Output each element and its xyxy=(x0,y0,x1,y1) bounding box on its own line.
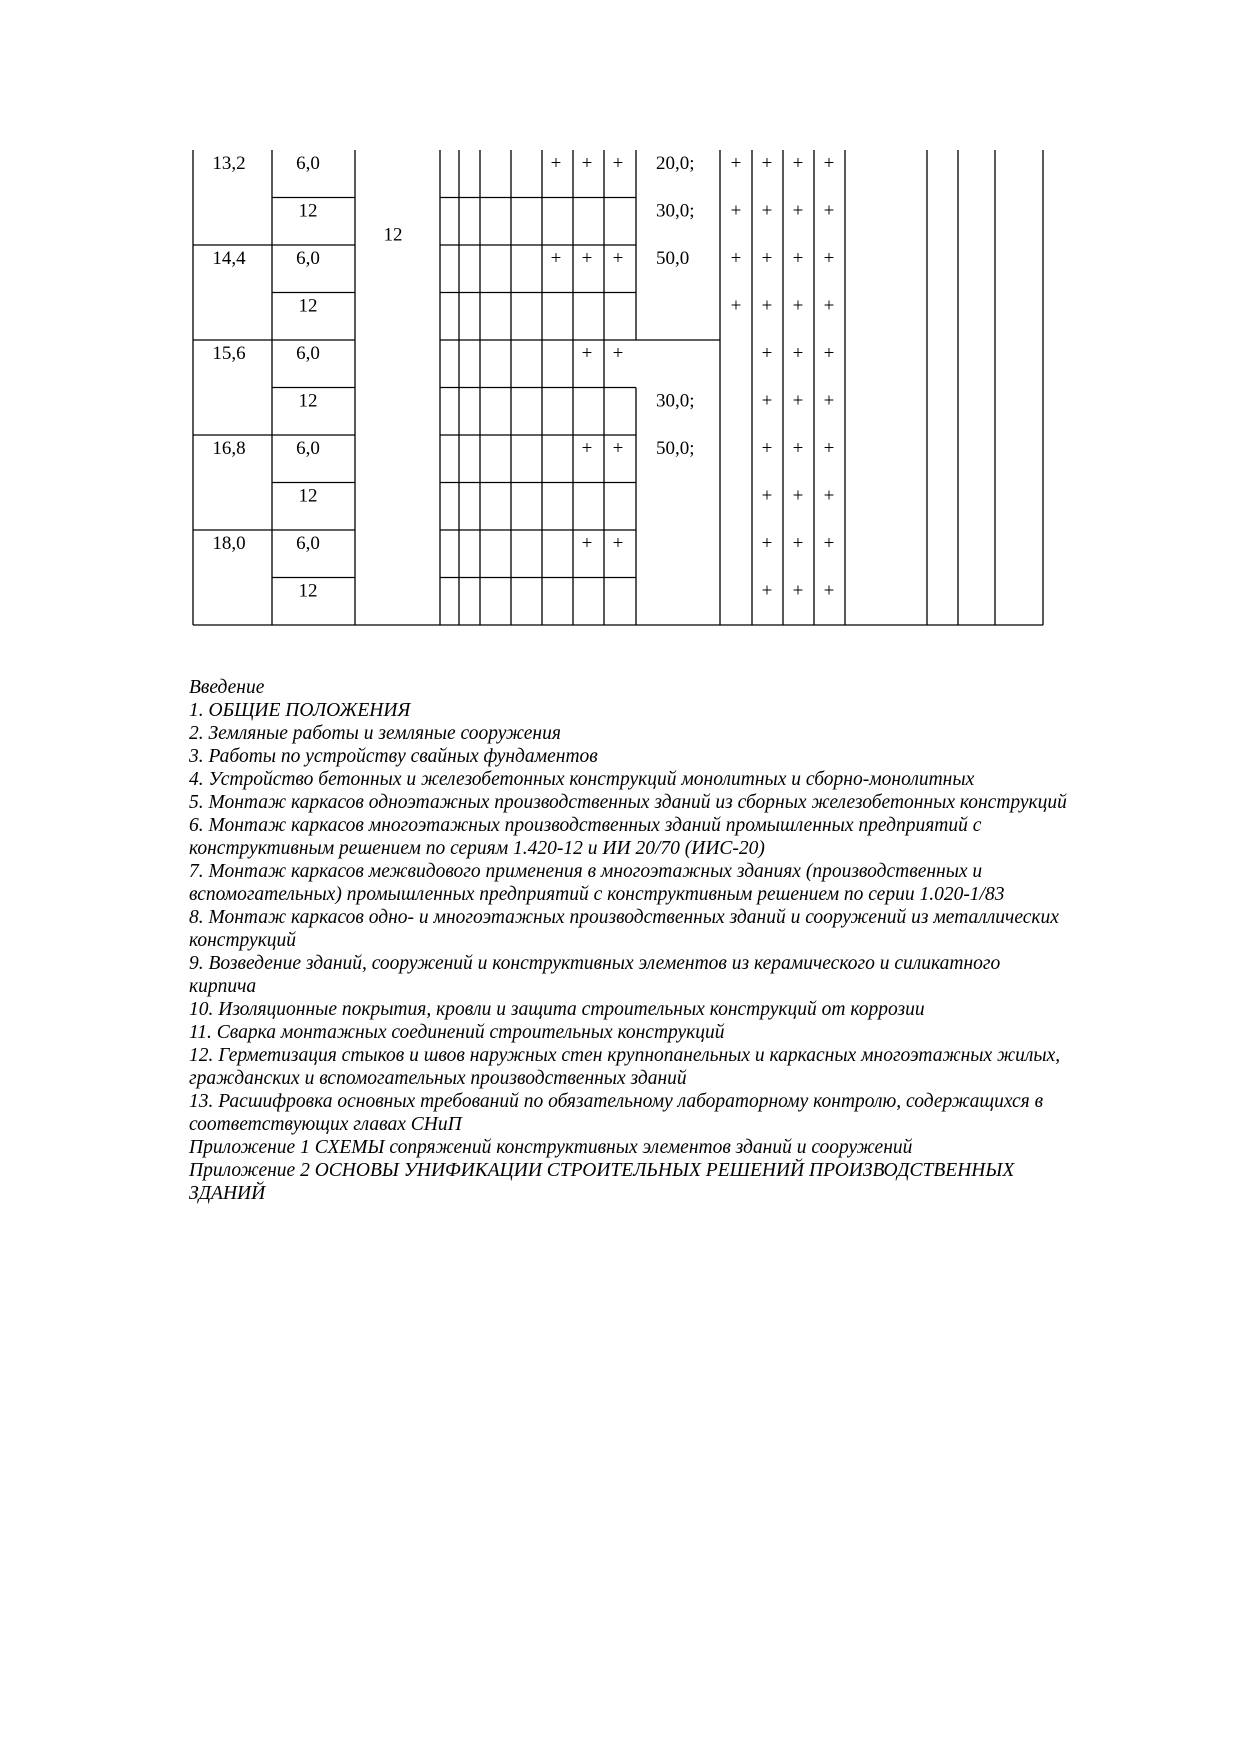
table-cell-mark: + xyxy=(792,343,804,364)
table-cell-height: 18,0 xyxy=(212,533,246,554)
table-cell-height: 15,6 xyxy=(212,343,246,364)
table-cell-mark: + xyxy=(823,248,835,269)
table-cell-mark: + xyxy=(612,438,624,459)
table-cell-mark: + xyxy=(823,533,835,554)
table-cell-mark: + xyxy=(612,533,624,554)
table-cell-mark: + xyxy=(761,580,773,602)
table-cell-span: 12 xyxy=(298,200,318,222)
table-cell-span: 6,0 xyxy=(296,248,320,269)
table-cell-span: 6,0 xyxy=(296,438,320,459)
table-cell-mark: + xyxy=(761,200,773,222)
table-cell-span: 6,0 xyxy=(296,343,320,364)
spec-table xyxy=(0,0,1240,640)
table-cell-merged: 12 xyxy=(383,224,403,246)
table-cell-mark: + xyxy=(761,153,773,174)
table-cell-mark: + xyxy=(612,343,624,364)
table-cell-span: 12 xyxy=(298,485,318,507)
table-cell-mark: + xyxy=(823,343,835,364)
table-cell-mark: + xyxy=(823,438,835,459)
table-cell-span: 12 xyxy=(298,390,318,412)
toc-entry: 13. Расшифровка основных требований по обязательному лабораторному контролю, содержащихся в соответствующих главах СНиП xyxy=(189,1091,1044,1135)
table-cell-mark: + xyxy=(823,200,835,222)
toc-entry: Приложение 2 ОСНОВЫ УНИФИКАЦИИ СТРОИТЕЛЬНЫХ РЕШЕНИЙ ПРОИЗВОДСТВЕННЫХ ЗДАНИЙ xyxy=(189,1160,1015,1204)
table-cell-value: 20,0; xyxy=(656,153,695,174)
table-cell-mark: + xyxy=(581,343,593,364)
toc-entry: Приложение 1 СХЕМЫ сопряжений конструктивных элементов зданий и сооружений xyxy=(189,1137,913,1158)
table-cell-mark: + xyxy=(792,200,804,222)
table-cell-span: 12 xyxy=(298,295,318,317)
table-cell-mark: + xyxy=(823,485,835,507)
table-cell-mark: + xyxy=(792,533,804,554)
table-cell-mark: + xyxy=(792,248,804,269)
toc-entry: 10. Изоляционные покрытия, кровли и защита строительных конструкций от коррозии xyxy=(189,999,925,1020)
table-cell-mark: + xyxy=(730,295,742,317)
table-cell-mark: + xyxy=(612,248,624,269)
toc-entry: 6. Монтаж каркасов многоэтажных производственных зданий промышленных предприятий с конструктивным решением по сериям 1.420-12 и ИИ 20/70 (ИИС-20) xyxy=(189,815,982,859)
table-cell-mark: + xyxy=(581,533,593,554)
table-cell-height: 14,4 xyxy=(212,248,246,269)
table-cell-value: 50,0; xyxy=(656,438,695,459)
table-cell-mark: + xyxy=(550,153,562,174)
table-cell-mark: + xyxy=(550,248,562,269)
table-cell-mark: + xyxy=(792,153,804,174)
toc-entry: Введение xyxy=(189,677,265,698)
toc-entry: 5. Монтаж каркасов одноэтажных производственных зданий из сборных железобетонных конструкций xyxy=(189,792,1067,813)
table-cell-height: 16,8 xyxy=(212,438,246,459)
table-cell-mark: + xyxy=(792,295,804,317)
table-cell-mark: + xyxy=(792,580,804,602)
toc-entry: 11. Сварка монтажных соединений строительных конструкций xyxy=(189,1022,725,1043)
table-cell-mark: + xyxy=(730,200,742,222)
toc-entry: 2. Земляные работы и земляные сооружения xyxy=(189,723,561,744)
table-cell-value: 50,0 xyxy=(656,248,690,269)
table-cell-mark: + xyxy=(730,248,742,269)
table-cell-value: 30,0; xyxy=(656,200,695,222)
toc-entry: 3. Работы по устройству свайных фундаментов xyxy=(189,746,598,767)
table-cell-mark: + xyxy=(792,390,804,412)
table-cell-mark: + xyxy=(761,295,773,317)
table-cell-mark: + xyxy=(792,438,804,459)
table-cell-span: 12 xyxy=(298,580,318,602)
toc-entry: 4. Устройство бетонных и железобетонных конструкций монолитных и сборно-монолитных xyxy=(189,769,975,790)
toc-entry: 9. Возведение зданий, сооружений и конструктивных элементов из керамического и силикатного кирпича xyxy=(189,953,1001,997)
table-cell-height: 13,2 xyxy=(212,153,246,174)
table-cell-mark: + xyxy=(761,438,773,459)
table-cell-mark: + xyxy=(730,153,742,174)
table-cell-mark: + xyxy=(823,295,835,317)
table-cell-mark: + xyxy=(823,580,835,602)
toc-entry: 12. Герметизация стыков и швов наружных стен крупнопанельных и каркасных многоэтажных жилых, гражданских и вспомогательных производственных зданий xyxy=(189,1045,1061,1089)
table-cell-mark: + xyxy=(823,390,835,412)
toc-entry: 1. ОБЩИЕ ПОЛОЖЕНИЯ xyxy=(189,700,411,721)
table-cell-span: 6,0 xyxy=(296,153,320,174)
table-cell-mark: + xyxy=(761,248,773,269)
table-cell-value: 30,0; xyxy=(656,390,695,412)
toc-entry: 8. Монтаж каркасов одно- и многоэтажных производственных зданий и сооружений из металлических конструкций xyxy=(189,907,1059,951)
table-cell-span: 6,0 xyxy=(296,533,320,554)
toc-entry: 7. Монтаж каркасов межвидового применения в многоэтажных зданиях (производственных и вспомогательных) промышленных предприятий с конструктивным решением по серии 1.020-1/83 xyxy=(189,861,1005,905)
table-cell-mark: + xyxy=(612,153,624,174)
table-cell-mark: + xyxy=(581,248,593,269)
table-cell-mark: + xyxy=(761,533,773,554)
table-cell-mark: + xyxy=(581,153,593,174)
table-cell-mark: + xyxy=(761,390,773,412)
table-cell-mark: + xyxy=(792,485,804,507)
table-cell-mark: + xyxy=(581,438,593,459)
table-cell-mark: + xyxy=(761,485,773,507)
table-cell-mark: + xyxy=(761,343,773,364)
table-cell-mark: + xyxy=(823,153,835,174)
table-of-contents xyxy=(189,676,1069,1205)
